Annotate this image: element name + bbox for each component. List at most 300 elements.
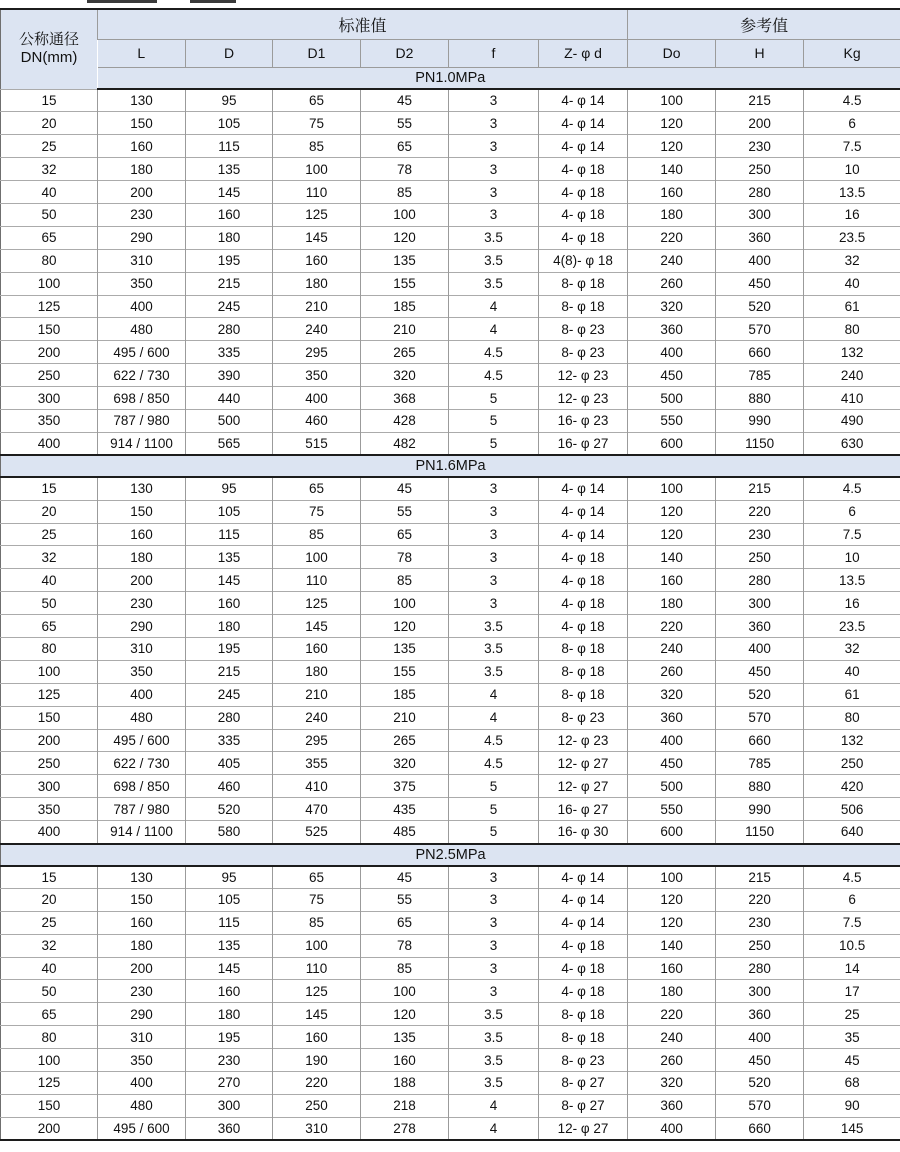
value-cell: 160 [628, 569, 716, 592]
value-cell: 360 [628, 318, 716, 341]
value-cell: 4- φ 14 [539, 89, 628, 112]
value-cell: 145 [273, 615, 361, 638]
value-cell: 495 / 600 [98, 1117, 186, 1140]
table-row [1, 523, 900, 546]
value-cell: 17 [804, 980, 900, 1003]
value-cell: 78 [361, 546, 449, 569]
dn-cell: 300 [1, 775, 98, 798]
table-row [1, 798, 900, 821]
value-cell: 5 [449, 409, 539, 432]
value-cell: 215 [716, 477, 804, 500]
value-cell: 3 [449, 888, 539, 911]
value-cell: 12- φ 23 [539, 729, 628, 752]
value-cell: 310 [98, 249, 186, 272]
value-cell: 85 [361, 181, 449, 204]
value-cell: 230 [716, 523, 804, 546]
value-cell: 300 [186, 1094, 273, 1117]
value-cell: 100 [273, 934, 361, 957]
value-cell: 145 [186, 569, 273, 592]
value-cell: 105 [186, 888, 273, 911]
value-cell: 335 [186, 341, 273, 364]
value-cell: 4 [449, 1094, 539, 1117]
value-cell: 145 [273, 226, 361, 249]
value-cell: 495 / 600 [98, 729, 186, 752]
value-cell: 110 [273, 569, 361, 592]
value-cell: 4.5 [449, 341, 539, 364]
value-cell: 250 [716, 546, 804, 569]
value-cell: 450 [716, 272, 804, 295]
table-row [1, 569, 900, 592]
dn-cell: 15 [1, 89, 98, 112]
value-cell: 355 [273, 752, 361, 775]
value-cell: 13.5 [804, 569, 900, 592]
value-cell: 12- φ 27 [539, 752, 628, 775]
value-cell: 4- φ 18 [539, 158, 628, 181]
value-cell: 460 [186, 775, 273, 798]
section-band [1, 844, 900, 866]
value-cell: 95 [186, 866, 273, 889]
dn-cell: 100 [1, 660, 98, 683]
value-cell: 265 [361, 729, 449, 752]
value-cell: 4- φ 18 [539, 203, 628, 226]
table-row [1, 980, 900, 1003]
value-cell: 265 [361, 341, 449, 364]
table-row [1, 364, 900, 387]
table-row [1, 89, 900, 112]
value-cell: 5 [449, 387, 539, 410]
value-cell: 100 [628, 477, 716, 500]
nominal-diameter-label-cn: 公称通径 [18, 30, 79, 48]
flange-dimension-table [0, 8, 900, 1141]
value-cell: 16- φ 27 [539, 432, 628, 455]
value-cell: 55 [361, 500, 449, 523]
value-cell: 180 [186, 615, 273, 638]
value-cell: 4- φ 14 [539, 135, 628, 158]
value-cell: 450 [628, 364, 716, 387]
table-row [1, 249, 900, 272]
value-cell: 240 [628, 249, 716, 272]
value-cell: 145 [273, 1003, 361, 1026]
table-row [1, 660, 900, 683]
value-cell: 185 [361, 683, 449, 706]
dn-cell: 300 [1, 387, 98, 410]
value-cell: 135 [186, 934, 273, 957]
dn-cell: 25 [1, 523, 98, 546]
value-cell: 360 [716, 226, 804, 249]
table-row [1, 957, 900, 980]
value-cell: 8- φ 18 [539, 1003, 628, 1026]
value-cell: 260 [628, 272, 716, 295]
value-cell: 4.5 [804, 477, 900, 500]
value-cell: 215 [186, 272, 273, 295]
value-cell: 215 [716, 89, 804, 112]
value-cell: 660 [716, 1117, 804, 1140]
value-cell: 990 [716, 798, 804, 821]
value-cell: 100 [273, 158, 361, 181]
value-cell: 105 [186, 112, 273, 135]
value-cell: 25 [804, 1003, 900, 1026]
value-cell: 160 [98, 135, 186, 158]
value-cell: 125 [273, 980, 361, 1003]
value-cell: 85 [273, 911, 361, 934]
value-cell: 8- φ 23 [539, 1049, 628, 1072]
value-cell: 78 [361, 934, 449, 957]
value-cell: 200 [98, 569, 186, 592]
nominal-diameter-label-unit: DN(mm) [20, 49, 78, 67]
table-row [1, 203, 900, 226]
col-header-Do: Do [628, 39, 716, 67]
value-cell: 200 [98, 181, 186, 204]
value-cell: 160 [273, 249, 361, 272]
value-cell: 65 [361, 135, 449, 158]
value-cell: 35 [804, 1026, 900, 1049]
value-cell: 245 [186, 683, 273, 706]
value-cell: 10.5 [804, 934, 900, 957]
cropped-text-artifact [190, 0, 236, 3]
value-cell: 10 [804, 546, 900, 569]
value-cell: 10 [804, 158, 900, 181]
dn-cell: 32 [1, 934, 98, 957]
value-cell: 520 [716, 1072, 804, 1095]
value-cell: 5 [449, 432, 539, 455]
value-cell: 565 [186, 432, 273, 455]
value-cell: 8- φ 23 [539, 341, 628, 364]
value-cell: 155 [361, 272, 449, 295]
table-row [1, 432, 900, 455]
value-cell: 5 [449, 821, 539, 844]
value-cell: 160 [273, 637, 361, 660]
value-cell: 490 [804, 409, 900, 432]
col-header-Kg: Kg [804, 39, 900, 67]
value-cell: 515 [273, 432, 361, 455]
dn-cell: 25 [1, 135, 98, 158]
value-cell: 135 [186, 158, 273, 181]
value-cell: 180 [628, 980, 716, 1003]
section-title: PN1.0MPa [98, 67, 900, 89]
value-cell: 135 [361, 249, 449, 272]
value-cell: 3 [449, 112, 539, 135]
value-cell: 4- φ 14 [539, 523, 628, 546]
value-cell: 350 [98, 272, 186, 295]
dn-cell: 40 [1, 181, 98, 204]
value-cell: 65 [361, 523, 449, 546]
value-cell: 61 [804, 683, 900, 706]
table-row [1, 866, 900, 889]
dn-cell: 200 [1, 1117, 98, 1140]
value-cell: 195 [186, 1026, 273, 1049]
value-cell: 400 [98, 295, 186, 318]
header-group-row [1, 9, 900, 39]
table-row [1, 683, 900, 706]
value-cell: 180 [98, 546, 186, 569]
table-row [1, 821, 900, 844]
value-cell: 210 [361, 706, 449, 729]
value-cell: 640 [804, 821, 900, 844]
value-cell: 570 [716, 706, 804, 729]
dn-cell: 20 [1, 888, 98, 911]
value-cell: 8- φ 18 [539, 1026, 628, 1049]
value-cell: 470 [273, 798, 361, 821]
value-cell: 4.5 [804, 866, 900, 889]
value-cell: 3 [449, 135, 539, 158]
dn-cell: 65 [1, 615, 98, 638]
dn-cell: 40 [1, 569, 98, 592]
value-cell: 120 [628, 911, 716, 934]
value-cell: 4 [449, 1117, 539, 1140]
value-cell: 600 [628, 821, 716, 844]
dn-cell: 200 [1, 729, 98, 752]
value-cell: 260 [628, 1049, 716, 1072]
value-cell: 55 [361, 112, 449, 135]
section-band [1, 67, 900, 89]
table-row [1, 135, 900, 158]
value-cell: 5 [449, 798, 539, 821]
value-cell: 4- φ 14 [539, 911, 628, 934]
value-cell: 45 [361, 477, 449, 500]
value-cell: 698 / 850 [98, 775, 186, 798]
value-cell: 3.5 [449, 272, 539, 295]
value-cell: 85 [273, 135, 361, 158]
value-cell: 3 [449, 546, 539, 569]
value-cell: 785 [716, 364, 804, 387]
value-cell: 240 [628, 1026, 716, 1049]
value-cell: 450 [628, 752, 716, 775]
value-cell: 120 [628, 888, 716, 911]
value-cell: 390 [186, 364, 273, 387]
value-cell: 12- φ 27 [539, 775, 628, 798]
value-cell: 210 [273, 683, 361, 706]
value-cell: 125 [273, 203, 361, 226]
dn-cell: 20 [1, 500, 98, 523]
value-cell: 215 [716, 866, 804, 889]
dn-cell: 200 [1, 341, 98, 364]
dn-cell: 100 [1, 1049, 98, 1072]
value-cell: 1150 [716, 821, 804, 844]
value-cell: 3 [449, 866, 539, 889]
dn-cell: 40 [1, 957, 98, 980]
value-cell: 240 [273, 318, 361, 341]
value-cell: 195 [186, 637, 273, 660]
value-cell: 3 [449, 911, 539, 934]
value-cell: 80 [804, 318, 900, 341]
value-cell: 218 [361, 1094, 449, 1117]
value-cell: 260 [628, 660, 716, 683]
value-cell: 660 [716, 729, 804, 752]
value-cell: 3.5 [449, 226, 539, 249]
value-cell: 4- φ 14 [539, 500, 628, 523]
value-cell: 310 [98, 637, 186, 660]
value-cell: 350 [98, 660, 186, 683]
value-cell: 360 [716, 615, 804, 638]
table-row [1, 409, 900, 432]
value-cell: 110 [273, 957, 361, 980]
value-cell: 160 [186, 592, 273, 615]
value-cell: 55 [361, 888, 449, 911]
value-cell: 360 [628, 1094, 716, 1117]
table-row [1, 615, 900, 638]
dn-cell: 32 [1, 546, 98, 569]
value-cell: 215 [186, 660, 273, 683]
value-cell: 16- φ 23 [539, 409, 628, 432]
value-cell: 280 [716, 957, 804, 980]
value-cell: 100 [273, 546, 361, 569]
value-cell: 400 [628, 341, 716, 364]
value-cell: 320 [628, 683, 716, 706]
table-row [1, 1026, 900, 1049]
dn-cell: 15 [1, 866, 98, 889]
value-cell: 8- φ 23 [539, 706, 628, 729]
value-cell: 3 [449, 523, 539, 546]
value-cell: 368 [361, 387, 449, 410]
value-cell: 32 [804, 637, 900, 660]
value-cell: 420 [804, 775, 900, 798]
value-cell: 155 [361, 660, 449, 683]
table-row [1, 911, 900, 934]
value-cell: 130 [98, 89, 186, 112]
value-cell: 4- φ 18 [539, 980, 628, 1003]
value-cell: 100 [628, 89, 716, 112]
value-cell: 600 [628, 432, 716, 455]
value-cell: 880 [716, 387, 804, 410]
value-cell: 360 [186, 1117, 273, 1140]
value-cell: 4- φ 14 [539, 112, 628, 135]
value-cell: 230 [98, 592, 186, 615]
value-cell: 45 [804, 1049, 900, 1072]
value-cell: 230 [716, 911, 804, 934]
value-cell: 180 [273, 272, 361, 295]
value-cell: 240 [628, 637, 716, 660]
value-cell: 130 [98, 866, 186, 889]
value-cell: 160 [361, 1049, 449, 1072]
value-cell: 410 [804, 387, 900, 410]
value-cell: 660 [716, 341, 804, 364]
value-cell: 3 [449, 569, 539, 592]
value-cell: 200 [716, 112, 804, 135]
value-cell: 75 [273, 500, 361, 523]
value-cell: 400 [628, 1117, 716, 1140]
col-header-D: D [186, 39, 273, 67]
value-cell: 278 [361, 1117, 449, 1140]
value-cell: 400 [716, 1026, 804, 1049]
value-cell: 250 [273, 1094, 361, 1117]
dn-cell: 32 [1, 158, 98, 181]
value-cell: 698 / 850 [98, 387, 186, 410]
value-cell: 300 [716, 203, 804, 226]
value-cell: 132 [804, 341, 900, 364]
dn-cell: 20 [1, 112, 98, 135]
value-cell: 580 [186, 821, 273, 844]
col-header-D2: D2 [361, 39, 449, 67]
value-cell: 914 / 1100 [98, 821, 186, 844]
value-cell: 245 [186, 295, 273, 318]
value-cell: 75 [273, 112, 361, 135]
value-cell: 180 [98, 934, 186, 957]
value-cell: 7.5 [804, 135, 900, 158]
dn-cell: 150 [1, 1094, 98, 1117]
value-cell: 5 [449, 775, 539, 798]
value-cell: 880 [716, 775, 804, 798]
value-cell: 428 [361, 409, 449, 432]
dn-cell: 100 [1, 272, 98, 295]
value-cell: 280 [716, 569, 804, 592]
value-cell: 140 [628, 934, 716, 957]
value-cell: 3 [449, 934, 539, 957]
table-header [1, 9, 900, 89]
value-cell: 120 [361, 615, 449, 638]
value-cell: 460 [273, 409, 361, 432]
nominal-diameter-header [1, 9, 98, 89]
value-cell: 135 [361, 1026, 449, 1049]
table-row [1, 1072, 900, 1095]
dn-cell: 125 [1, 1072, 98, 1095]
value-cell: 95 [186, 89, 273, 112]
value-cell: 135 [361, 637, 449, 660]
value-cell: 4 [449, 706, 539, 729]
value-cell: 506 [804, 798, 900, 821]
table-body [1, 89, 900, 1140]
value-cell: 410 [273, 775, 361, 798]
table-row [1, 181, 900, 204]
value-cell: 3 [449, 957, 539, 980]
value-cell: 160 [186, 980, 273, 1003]
value-cell: 4- φ 14 [539, 477, 628, 500]
value-cell: 280 [716, 181, 804, 204]
value-cell: 440 [186, 387, 273, 410]
reference-values-group-header: 参考值 [628, 9, 900, 39]
value-cell: 140 [628, 546, 716, 569]
value-cell: 550 [628, 798, 716, 821]
dn-cell: 250 [1, 752, 98, 775]
value-cell: 150 [98, 112, 186, 135]
value-cell: 4- φ 18 [539, 957, 628, 980]
value-cell: 630 [804, 432, 900, 455]
value-cell: 4- φ 18 [539, 546, 628, 569]
value-cell: 180 [186, 1003, 273, 1026]
table-row [1, 546, 900, 569]
dn-cell: 50 [1, 592, 98, 615]
value-cell: 785 [716, 752, 804, 775]
value-cell: 7.5 [804, 911, 900, 934]
value-cell: 8- φ 18 [539, 637, 628, 660]
value-cell: 6 [804, 888, 900, 911]
value-cell: 4 [449, 295, 539, 318]
value-cell: 230 [186, 1049, 273, 1072]
value-cell: 150 [98, 888, 186, 911]
value-cell: 4(8)- φ 18 [539, 249, 628, 272]
value-cell: 320 [361, 752, 449, 775]
value-cell: 61 [804, 295, 900, 318]
value-cell: 280 [186, 318, 273, 341]
dn-cell: 250 [1, 364, 98, 387]
value-cell: 7.5 [804, 523, 900, 546]
value-cell: 23.5 [804, 615, 900, 638]
value-cell: 480 [98, 318, 186, 341]
value-cell: 100 [628, 866, 716, 889]
dn-cell: 125 [1, 683, 98, 706]
value-cell: 360 [716, 1003, 804, 1026]
value-cell: 120 [628, 523, 716, 546]
dn-cell: 80 [1, 1026, 98, 1049]
value-cell: 435 [361, 798, 449, 821]
value-cell: 240 [273, 706, 361, 729]
value-cell: 105 [186, 500, 273, 523]
col-header-f: f [449, 39, 539, 67]
dn-cell: 80 [1, 637, 98, 660]
value-cell: 350 [273, 364, 361, 387]
value-cell: 160 [628, 957, 716, 980]
value-cell: 335 [186, 729, 273, 752]
dn-cell: 400 [1, 432, 98, 455]
